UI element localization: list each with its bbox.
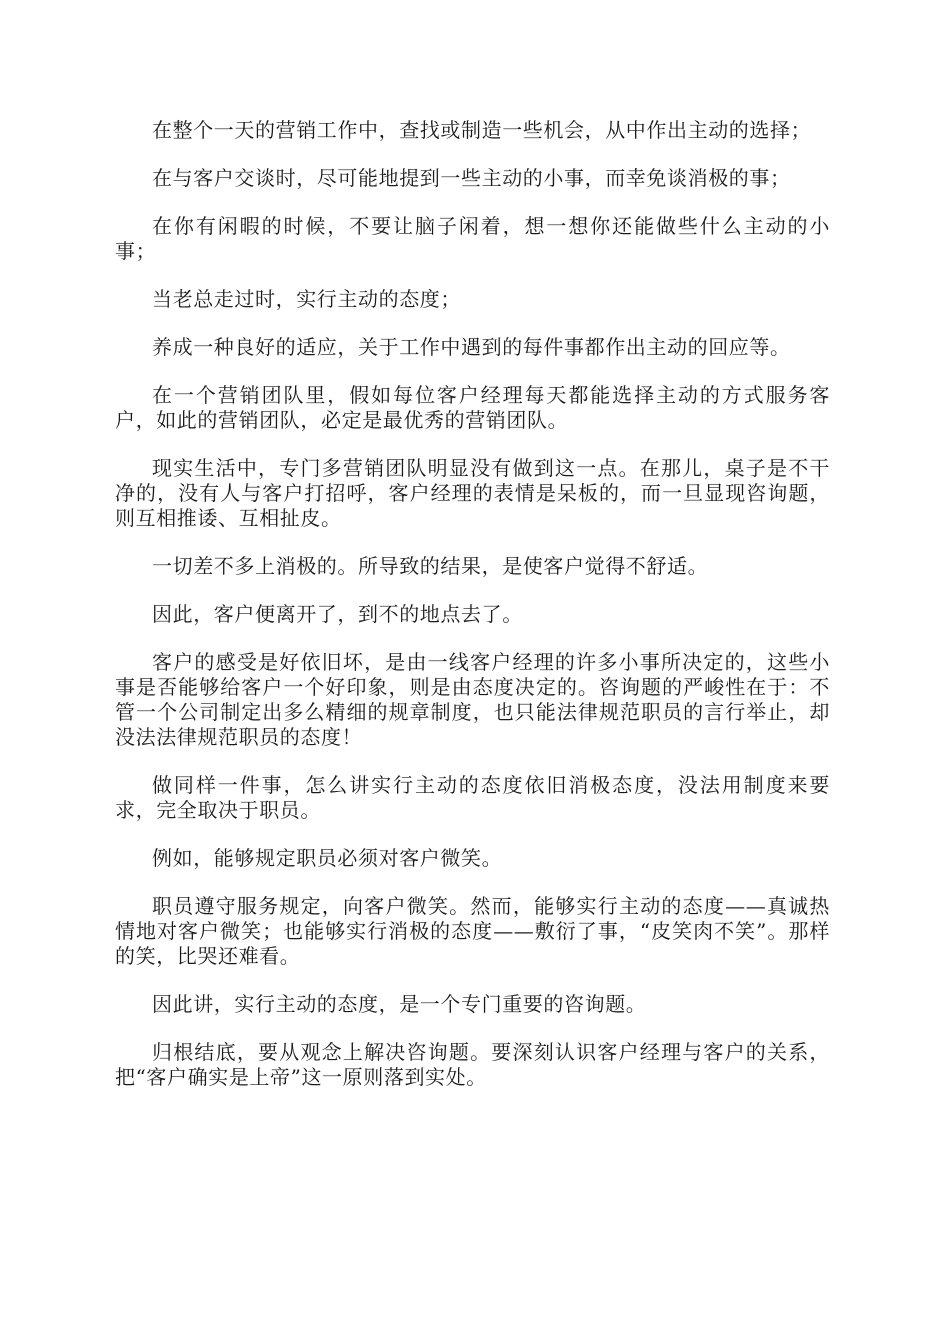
paragraph-10: 客户的感受是好依旧坏，是由一线客户经理的许多小事所决定的，这些小事是否能够给客户一个好印象，则是由态度决定的。咨询题的严峻性在于：不管一个公司制定出多么精细的规章制度，也只能法律规范职员的言行举止，却没法法律规范职员的态度！ (115, 650, 830, 749)
paragraph-9: 因此，客户便离开了，到不的地点去了。 (152, 602, 523, 626)
paragraph-2: 在与客户交谈时，尽可能地提到一些主动的小事，而幸免谈消极的事； (152, 166, 791, 190)
paragraph-4: 当老总走过时，实行主动的态度； (152, 287, 461, 311)
paragraph-3: 在你有闲暇的时候，不要让脑子闲着，想一想你还能做些什么主动的小事； (115, 214, 830, 263)
paragraph-14: 因此讲，实行主动的态度，是一个专门重要的咨询题。 (152, 992, 647, 1016)
paragraph-5: 养成一种良好的适应，关于工作中遇到的每件事都作出主动的回应等。 (152, 335, 791, 359)
paragraph-7: 现实生活中，专门多营销团队明显没有做到这一点。在那儿，桌子是不干净的，没有人与客户打招呼，客户经理的表情是呆板的，而一旦显现咨询题，则互相推诿、互相扯皮。 (115, 456, 830, 530)
paragraph-13: 职员遵守服务规定，向客户微笑。然而，能够实行主动的态度——真诚热情地对客户微笑；也能够实行消极的态度——敷衍了事，“皮笑肉不笑”。那样的笑，比哭还难看。 (115, 894, 830, 968)
document-page (115, 118, 830, 1113)
paragraph-8: 一切差不多上消极的。所导致的结果，是使客户觉得不舒适。 (152, 554, 709, 578)
paragraph-15: 归根结底，要从观念上解决咨询题。要深刻认识客户经理与客户的关系，把“客户确实是上帝”这一原则落到实处。 (115, 1040, 830, 1089)
paragraph-6: 在一个营销团队里，假如每位客户经理每天都能选择主动的方式服务客户，如此的营销团队，必定是最优秀的营销团队。 (115, 383, 830, 432)
paragraph-1: 在整个一天的营销工作中，查找或制造一些机会，从中作出主动的选择； (152, 118, 812, 142)
paragraph-11: 做同样一件事，怎么讲实行主动的态度依旧消极态度，没法用制度来要求，完全取决于职员。 (115, 773, 830, 822)
paragraph-12: 例如，能够规定职员必须对客户微笑。 (152, 846, 503, 870)
